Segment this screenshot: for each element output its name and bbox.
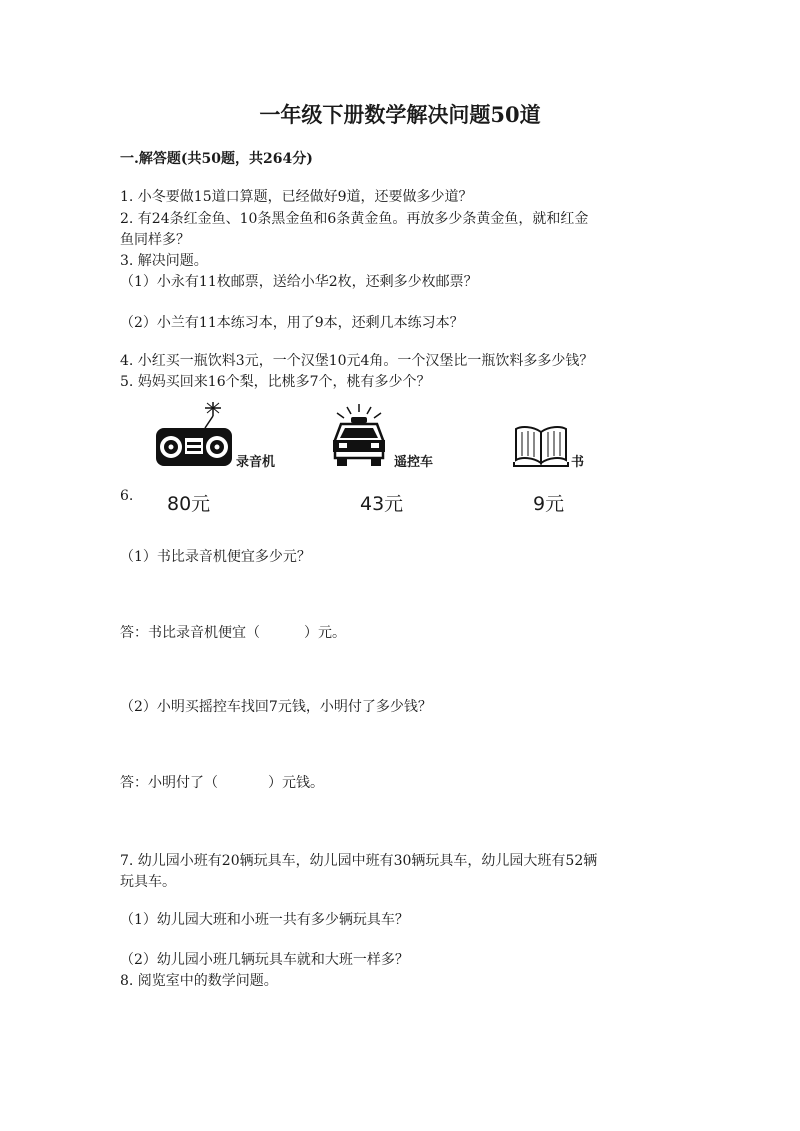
answer-suffix: ）元。 [304, 625, 346, 641]
answer-prefix: 答：小明付了（ [120, 775, 218, 791]
question-2-line-2: 鱼同样多？ [120, 232, 190, 248]
question-6-part-1-answer [120, 623, 346, 643]
book-label: 书 [571, 455, 585, 470]
question-6-part-2-answer [120, 773, 324, 793]
question-6-part-2: （2）小明买摇控车找回7元钱，小明付了多少钱？ [120, 699, 432, 715]
toy-car-price: 43元 [360, 493, 404, 515]
answer-prefix: 答：书比录音机便宜（ [120, 625, 260, 641]
radio-icon [155, 402, 235, 470]
toy-car-label: 遥控车 [394, 455, 434, 470]
question-7-line-2: 玩具车。 [120, 874, 176, 890]
book-price: 9元 [533, 493, 565, 515]
page-title: 一年级下册数学解决问题50道 [259, 102, 541, 127]
radio-price: 80元 [167, 493, 211, 515]
toy-car-icon [327, 404, 391, 468]
answer-suffix: ）元钱。 [268, 775, 324, 791]
question-6: 6. [120, 488, 134, 504]
question-8: 8. 阅览室中的数学问题。 [120, 973, 278, 989]
question-2-line-1: 2. 有24条红金鱼、10条黑金鱼和6条黄金鱼。再放多少条黄金鱼，就和红金 [120, 211, 589, 227]
question-3: 3. 解决问题。 [120, 253, 208, 269]
question-7-part-1: （1）幼儿园大班和小班一共有多少辆玩具车？ [120, 912, 409, 928]
question-5: 5. 妈妈买回来16个梨，比桃多7个，桃有多少个？ [120, 374, 431, 390]
radio-label: 录音机 [236, 455, 276, 470]
question-7-line-1: 7. 幼儿园小班有20辆玩具车，幼儿园中班有30辆玩具车，幼儿园大班有52辆 [120, 853, 598, 869]
section-heading: 一.解答题(共50题，共264分) [120, 151, 313, 167]
question-4: 4. 小红买一瓶饮料3元，一个汉堡10元4角。一个汉堡比一瓶饮料多多少钱？ [120, 353, 594, 369]
question-6-part-1: （1）书比录音机便宜多少元？ [120, 549, 311, 565]
question-3-part-2: （2）小兰有11本练习本，用了9本，还剩几本练习本？ [120, 315, 464, 331]
question-1: 1. 小冬要做15道口算题，已经做好9道，还要做多少道？ [120, 189, 473, 205]
question-3-part-1: （1）小永有11枚邮票，送给小华2枚，还剩多少枚邮票？ [120, 274, 478, 290]
book-icon [513, 426, 569, 468]
question-7-part-2: （2）幼儿园小班几辆玩具车就和大班一样多？ [120, 952, 409, 968]
